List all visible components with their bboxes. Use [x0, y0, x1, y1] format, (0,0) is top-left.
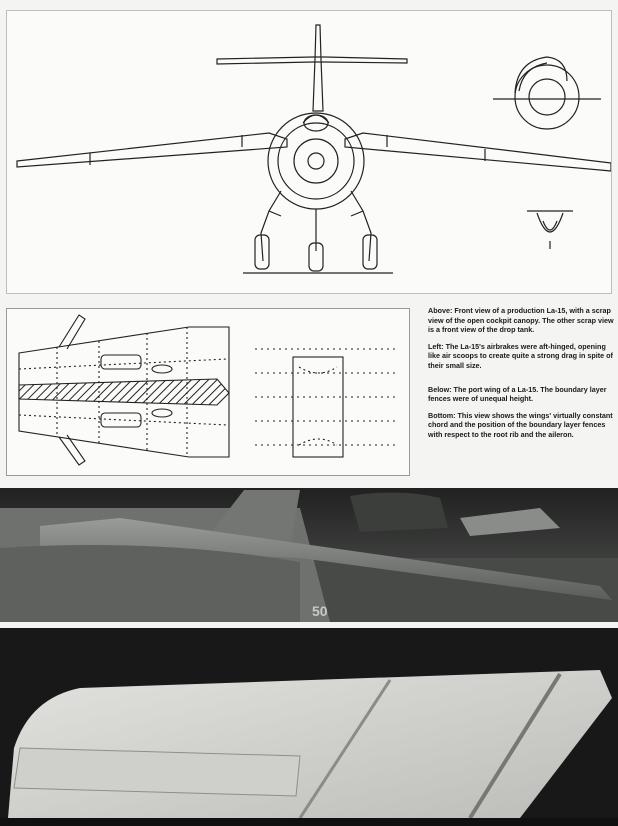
airbrake-drawing	[6, 308, 410, 476]
wing-top-photo-svg	[0, 628, 618, 826]
port-main-gear	[261, 191, 281, 261]
photo-wing-top	[0, 628, 618, 826]
port-wing-photo-svg	[0, 488, 618, 622]
airbrake-rear-view	[255, 349, 395, 457]
fuselage-outline	[268, 113, 364, 209]
airbrake-fairing	[19, 379, 229, 405]
caption-bottom: Bottom: This view shows the wings' virtually constant chord and the position of the boundary layer fences with respect to the root rib and the aileron.	[428, 410, 613, 439]
caption-left: Left: The La-15's airbrakes were aft-hinged, opening like air scoops to create quite a strong drag in spite of their small size.	[428, 341, 613, 370]
canopy-scrap-view	[493, 57, 601, 129]
wing-top-surface	[8, 670, 612, 818]
caption-below: Below: The port wing of a La-15. The boundary layer fences were of unequal height.	[428, 384, 607, 404]
airbrake-svg	[7, 309, 409, 475]
starboard-wing	[345, 133, 611, 171]
port-wing	[17, 133, 287, 167]
photo-port-wing	[0, 488, 618, 622]
front-view-drawing	[6, 10, 612, 294]
caption-above: Above: Front view of a production La-15, with a scrap view of the open cockpit canopy. The other scrap view is a front view of the drop tank.	[428, 306, 614, 335]
captions	[428, 306, 614, 486]
drop-tank-scrap-view	[527, 211, 573, 249]
horizontal-tailplane	[217, 57, 407, 64]
aileron	[14, 748, 300, 796]
tail-number: 50	[312, 603, 328, 619]
vertical-fin	[313, 25, 323, 111]
starboard-main-gear	[351, 191, 371, 261]
front-view-svg	[7, 11, 611, 293]
